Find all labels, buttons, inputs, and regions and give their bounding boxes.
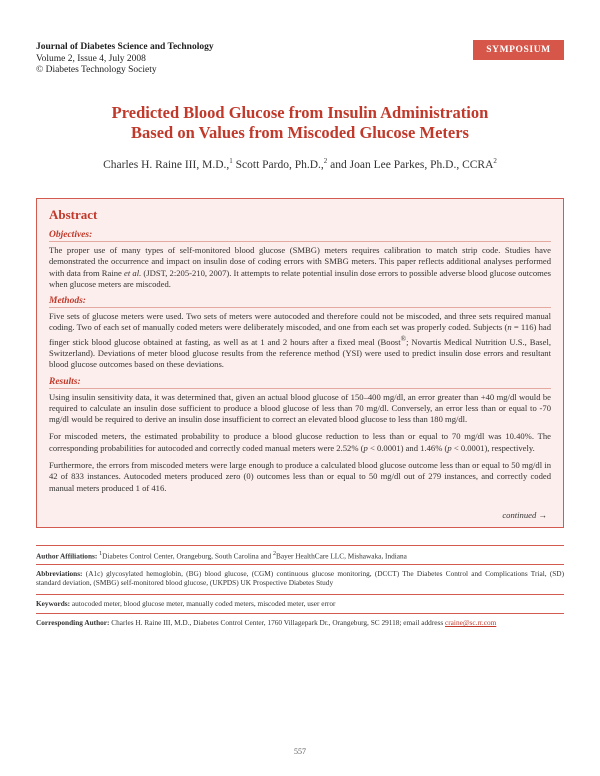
corresponding-author [36,618,564,627]
author-affiliations [36,550,564,561]
journal-volume: Volume 2, Issue 4, July 2008 [36,53,146,64]
objectives-text [49,245,551,290]
methods-text [49,311,551,370]
footer-divider [36,594,564,595]
abstract-heading: Abstract [49,207,98,222]
author-3: and Joan Lee Parkes, Ph.D., CCRA [327,158,494,171]
affiliations-text-b: Bayer HealthCare LLC, Mishawaka, Indiana [276,551,407,561]
corresponding-text: Charles H. Raine III, M.D., Diabetes Control Center, 1760 Villagepark Dr., Orangeburg, SC 29118; email address [111,618,446,627]
methods-n: n [507,322,512,333]
objectives-heading: Objectives: [49,230,551,242]
author-2: Scott Pardo, Ph.D., [232,158,324,171]
keywords [36,599,564,608]
journal-name: Journal of Diabetes Science and Technology [36,42,214,52]
results-paragraph-1: Using insulin sensitivity data, it was determined that, given an actual blood glucose of 150–400 mg/dl, an error greater than +40 mg/dl would be required to calculate an insulin dose sufficient to produce a blood glucose of less than 70 mg/dl. Conversely, an error less than or equal to -70 mg/dl would be required to derive an insulin dose insufficient to correct an elevated blood glucose to less than 180 mg/dl. [49,391,551,425]
footer-divider [36,545,564,546]
methods-registered-mark: ® [400,334,407,343]
continued-link[interactable]: continued → [502,510,547,520]
methods-text-c: ; Novartis Medical Nutrition U.S., Basel, Switzerland). Deviations of meter blood glucose results from the reference method (YSI) were used to predict insulin dose errors and resultant blood glucose outcomes based on these deviations. [49,336,551,370]
affil-sup-1: 1 [99,551,103,557]
abbreviations-text: (A1c) glycosylated hemoglobin, (BG) blood glucose, (CGM) continuous glucose monitoring, (DCCT) The Diabetes Control and Complications Trial, (SD) standard deviation, (SMBG) self-monitored blood glucose, (UKPDS) UK Prospective Diabetes Study [36,569,565,588]
page-number: 557 [294,747,306,756]
keywords-label: Keywords: [36,599,71,608]
results-paragraph-2 [49,431,551,454]
methods-text-b: = 116) had finger stick blood glucose obtained at fasting, as well as at 1 and 2 hours after a fixed meal (Boost [49,322,551,347]
article-title [0,103,600,143]
objectives-text-a: The proper use of many types of self-monitored blood glucose (SMBG) meters requires calibration to match strip code. Studies have demonstrated the occurrence and impact on insulin dose of coding errors with SMBG meters. This paper reflects additional analyses performed with data from Raine [49,245,551,278]
results-heading: Results: [49,377,551,389]
author-list [0,157,600,171]
corresponding-label: Corresponding Author: [36,618,110,627]
affil-sup-2: 2 [272,551,277,557]
author-1-affil: 1 [229,157,233,165]
author-2-affil: 2 [323,157,328,165]
footer-divider [36,564,564,565]
abstract-box [36,198,564,528]
journal-header [36,42,214,77]
objectives-text-b: (JDST, 2:205-210, 2007). It attempts to relate potential insulin dose errors to possible adverse blood glucose outcomes when glucose meters are miscoded. [49,267,552,289]
symposium-badge: SYMPOSIUM [473,40,564,60]
author-1: Charles H. Raine III, M.D., [103,158,230,171]
journal-society: © Diabetes Technology Society [36,65,157,75]
affiliations-text-a: Diabetes Control Center, Orangeburg, South Carolina and [102,551,273,561]
title-line-2: Based on Values from Miscoded Glucose Meters [131,123,469,142]
methods-heading: Methods: [49,296,551,308]
affiliations-label: Author Affiliations: [36,551,98,561]
abbreviations [36,569,564,588]
objectives-et-al: et al. [124,267,142,278]
results-p2-p1: p [363,442,368,453]
results-p2-p2: p [447,442,452,453]
footer-divider [36,613,564,614]
results-p2-c: < 0.0001), respectively. [451,442,535,453]
results-p2-a: For miscoded meters, the estimated probability to produce a blood glucose reduction to less than or equal to 70 mg/dl was 10.40%. The corresponding probabilities for autocoded and correctly coded manual meters were 2.52% ( [49,431,551,453]
abbreviations-label: Abbreviations: [36,569,83,578]
title-line-1: Predicted Blood Glucose from Insulin Administration [111,103,489,122]
email-link[interactable]: craine@sc.rr.com [445,618,497,627]
results-paragraph-3: Furthermore, the errors from miscoded meters were large enough to produce a calculated blood glucose outcome less than or equal to 50 mg/dl in 42 of 833 instances. Autocoded meters produced zero (0) outcomes less than or equal to 50 mg/dl out of 279 instances, and correctly coded manual meters produced 1 of 416. [49,460,551,493]
author-3-affil: 2 [493,157,497,165]
methods-text-a: Five sets of glucose meters were used. Two sets of meters were autocoded and therefore could not be miscoded, and three sets required manual coding. Two of each set of manually coded meters were deliberately miscoded, and one from each set was properly coded. Subjects ( [49,311,551,333]
keywords-text: autocoded meter, blood glucose meter, manually coded meters, miscoded meter, user error [71,599,336,608]
results-p2-b: < 0.0001) and 1.46% ( [367,442,448,453]
